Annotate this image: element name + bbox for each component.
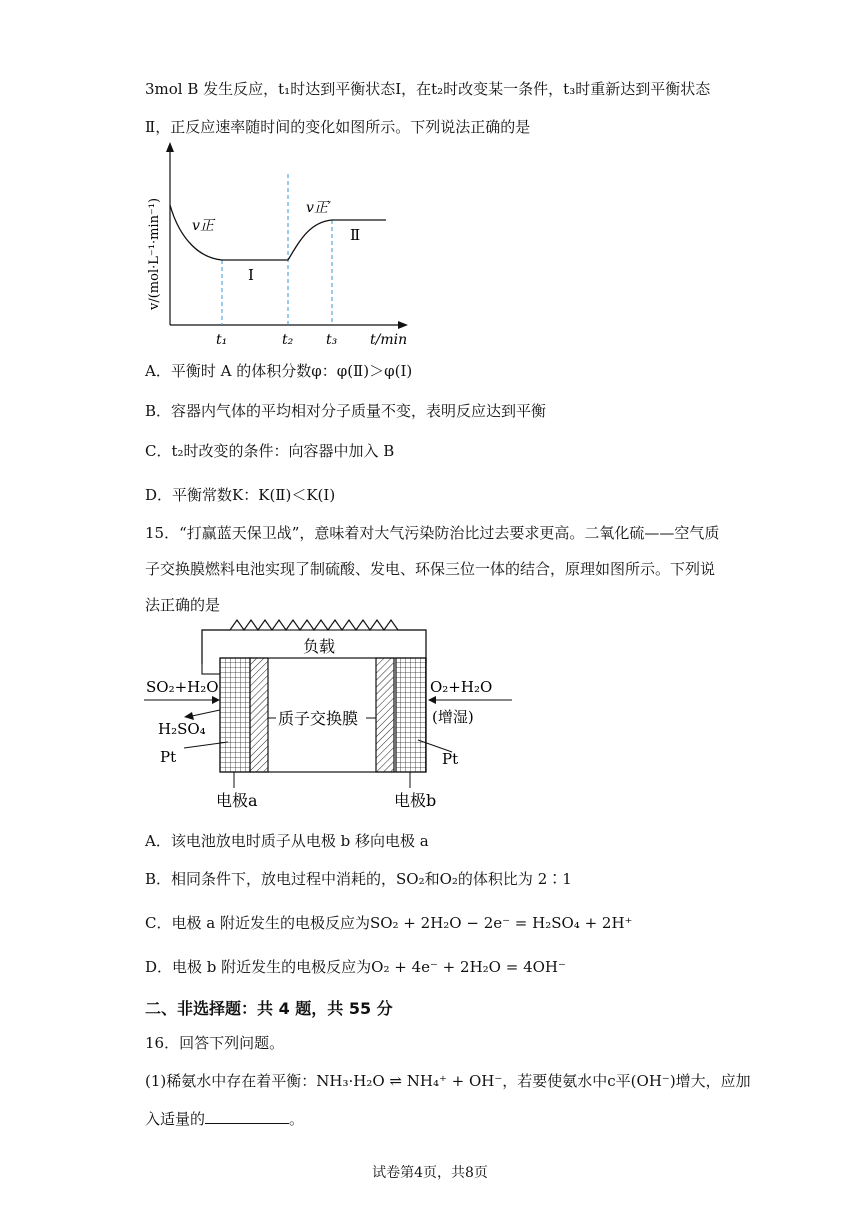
right-input-label: O₂+H₂O <box>430 678 493 696</box>
right-note-label: (增湿) <box>432 708 474 726</box>
electrode-b-grid <box>396 658 426 772</box>
electrode-b-hatch <box>376 658 394 772</box>
q16-title: 16．回答下列问题。 <box>145 1034 285 1052</box>
q15-line-2: 子交换膜燃料电池实现了制硫酸、发电、环保三位一体的结合，原理如图所示。下列说 <box>145 560 716 578</box>
y-axis-arrow <box>166 142 174 152</box>
intro-line-2: Ⅱ，正反应速率随时间的变化如图所示。下列说法正确的是 <box>145 118 531 136</box>
q14-option-a: A．平衡时 A 的体积分数φ：φ(Ⅱ)＞φ(Ⅰ) <box>145 362 413 380</box>
left-input-label: SO₂+H₂O <box>146 678 219 696</box>
q15-option-a: A．该电池放电时质子从电极 b 移向电极 a <box>145 832 429 850</box>
q14-option-d: D．平衡常数K：K(Ⅱ)＜K(Ⅰ) <box>145 486 336 504</box>
y-axis-label: v/(mol·L⁻¹·min⁻¹) <box>147 197 162 310</box>
pt-right-label: Pt <box>442 750 459 768</box>
electrode-a-hatch <box>250 658 268 772</box>
q14-option-b: B．容器内气体的平均相对分子质量不变，表明反应达到平衡 <box>145 402 547 420</box>
page-footer: 试卷第4页，共8页 <box>372 1165 488 1181</box>
fuel-cell-diagram <box>140 612 520 812</box>
tick-t3: t₃ <box>326 332 338 348</box>
answer-blank[interactable] <box>205 1109 289 1124</box>
curve1-label: v正 <box>192 218 214 234</box>
load-label: 负载 <box>303 637 336 656</box>
tick-t2: t₂ <box>282 332 294 348</box>
q16-line-2-suffix: 。 <box>289 1110 305 1128</box>
electrode-b-label: 电极b <box>394 791 437 810</box>
curve2-label: v正′ <box>306 200 332 216</box>
q15-option-b: B．相同条件下，放电过程中消耗的，SO₂和O₂的体积比为 2∶1 <box>145 870 572 888</box>
q15-option-d: D．电极 b 附近发生的电极反应为O₂ + 4e⁻ + 2H₂O = 4OH⁻ <box>145 958 566 976</box>
x-axis-label: t/min <box>370 332 408 348</box>
q16-line-2-prefix: 入适量的 <box>145 1110 206 1128</box>
q16-line-2 <box>145 1108 304 1129</box>
section-2-heading: 二、非选择题：共 4 题，共 55 分 <box>145 999 393 1018</box>
q14-option-c: C．t₂时改变的条件：向容器中加入 B <box>145 442 395 460</box>
left-output-label: H₂SO₄ <box>158 720 206 738</box>
region1-label: Ⅰ <box>248 266 254 284</box>
electrode-a-label: 电极a <box>216 791 258 810</box>
x-axis-arrow <box>398 321 408 329</box>
region2-label: Ⅱ <box>350 226 361 244</box>
q15-line-3: 法正确的是 <box>145 596 221 614</box>
membrane-label: 质子交换膜 <box>278 709 359 728</box>
pt-left-label: Pt <box>160 748 177 766</box>
intro-line-1: 3mol B 发生反应，t₁时达到平衡状态Ⅰ，在t₂时改变某一条件，t₃时重新达到平衡状态 <box>145 80 711 98</box>
electrode-a-grid <box>220 658 250 772</box>
tick-t1: t₁ <box>216 332 228 348</box>
rate-time-graph <box>140 140 420 350</box>
q16-line-1: (1)稀氨水中存在着平衡：NH₃·H₂O ⇌ NH₄⁺ + OH⁻，若要使氨水中c平(OH⁻)增大，应加 <box>145 1072 751 1090</box>
q15-option-c: C．电极 a 附近发生的电极反应为SO₂ + 2H₂O − 2e⁻ = H₂SO₄ + 2H⁺ <box>145 914 633 932</box>
q15-line-1: 15．“打赢蓝天保卫战”，意味着对大气污染防治比过去要求更高。二氧化硫——空气质 <box>145 524 720 542</box>
